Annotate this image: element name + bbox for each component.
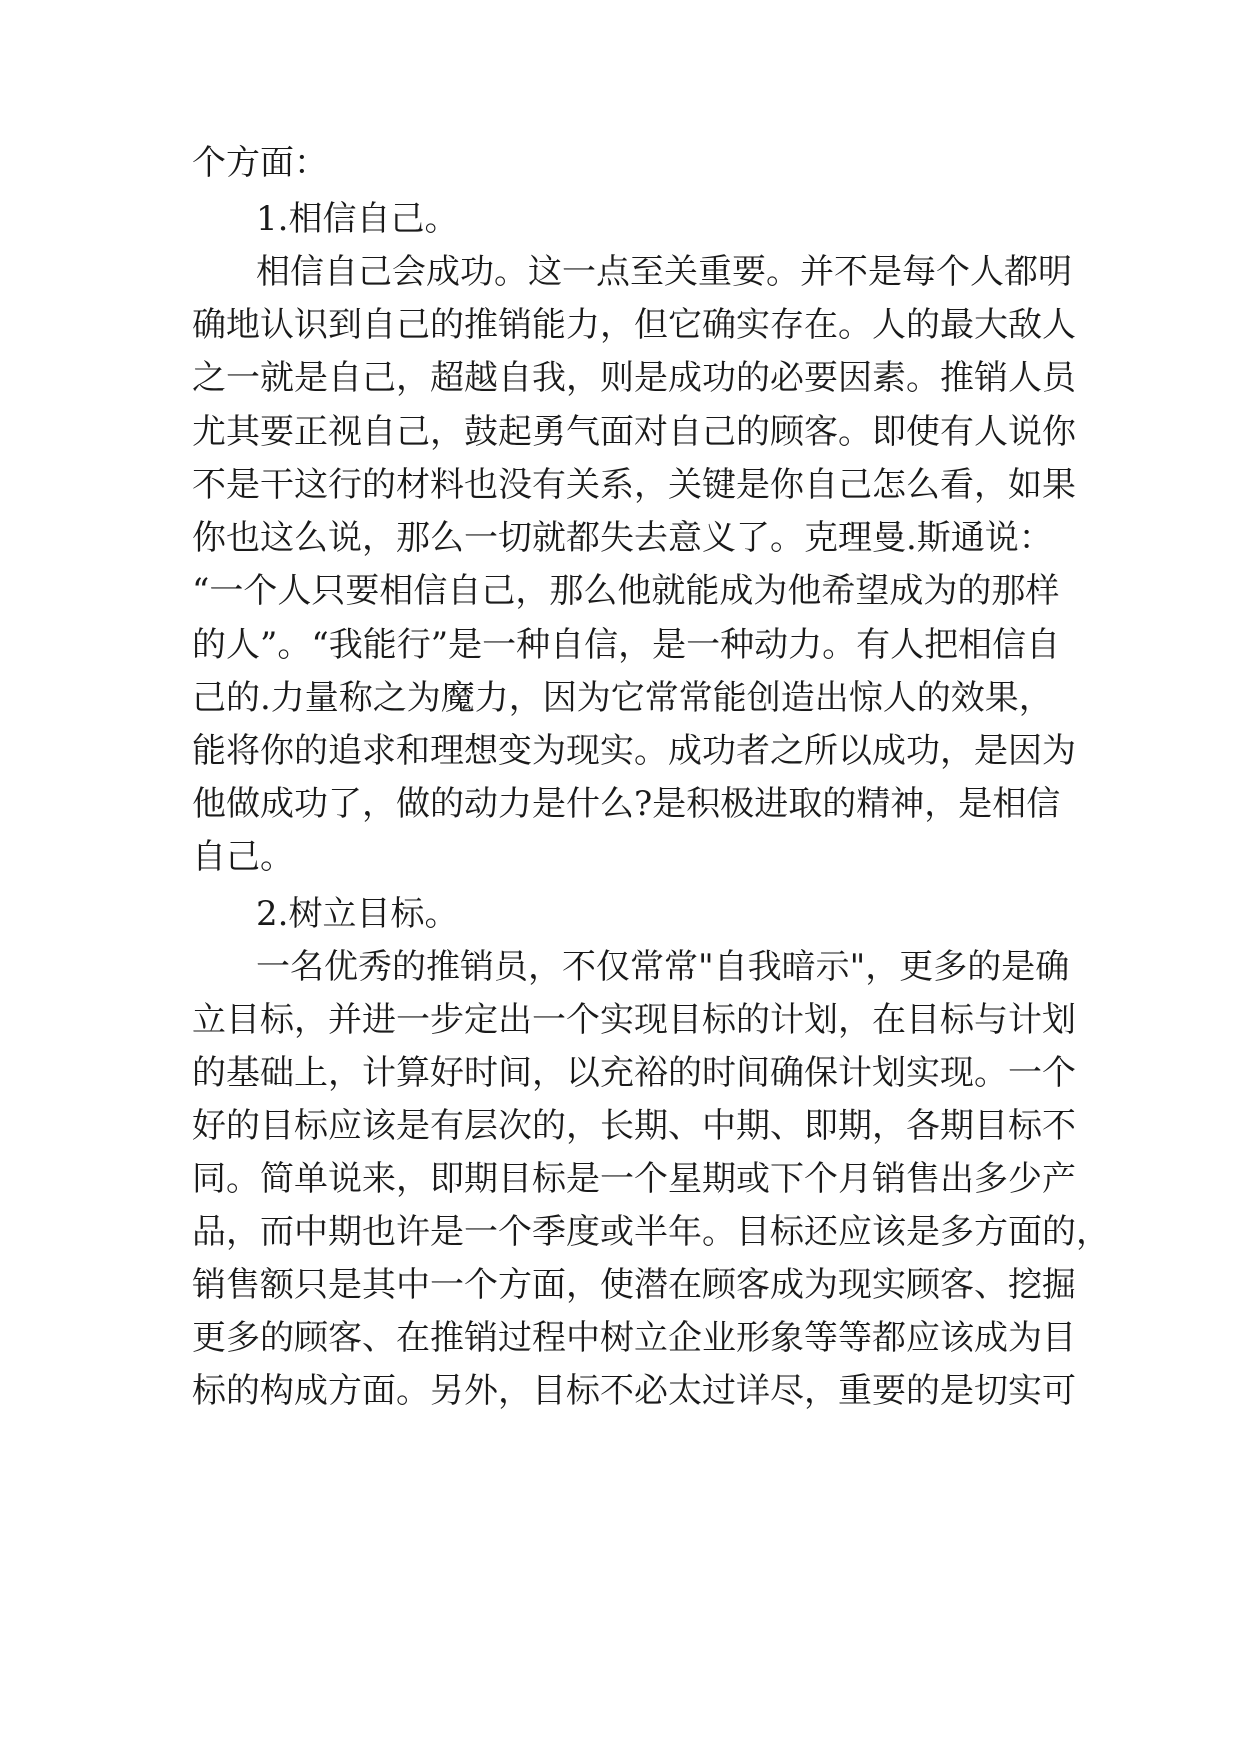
section-heading: 1.相信自己。 [256, 199, 459, 239]
paragraph-line: 好的目标应该是有层次的，长期、中期、即期，各期目标不 [192, 1106, 1076, 1146]
paragraph-line: 确地认识到自己的推销能力，但它确实存在。人的最大敌人 [192, 305, 1076, 345]
paragraph-line: 更多的顾客、在推销过程中树立企业形象等等都应该成为目 [192, 1318, 1076, 1358]
section-heading: 2.树立目标。 [256, 894, 459, 934]
paragraph-line: 标的构成方面。另外，目标不必太过详尽，重要的是切实可 [192, 1371, 1076, 1411]
paragraph-line: 能将你的追求和理想变为现实。成功者之所以成功，是因为 [192, 731, 1076, 771]
paragraph-line: 品，而中期也许是一个季度或半年。目标还应该是多方面的， [192, 1212, 1110, 1252]
paragraph-line: 不是干这行的材料也没有关系，关键是你自己怎么看，如果 [192, 465, 1076, 505]
paragraph-line: 的基础上，计算好时间，以充裕的时间确保计划实现。一个 [192, 1053, 1076, 1093]
paragraph-line: 自己。 [192, 837, 294, 877]
paragraph-line: 尤其要正视自己，鼓起勇气面对自己的顾客。即使有人说你 [192, 412, 1076, 452]
text-line: 个方面： [192, 143, 328, 183]
paragraph-line: “一个人只要相信自己，那么他就能成为他希望成为的那样 [192, 571, 1060, 611]
paragraph-line: 他做成功了，做的动力是什么?是积极进取的精神，是相信 [192, 784, 1061, 824]
paragraph-line: 同。简单说来，即期目标是一个星期或下个月销售出多少产 [192, 1159, 1076, 1199]
paragraph-line: 己的.力量称之为魔力，因为它常常能创造出惊人的效果， [192, 678, 1053, 718]
paragraph-line: 的人”。“我能行”是一种自信，是一种动力。有人把相信自 [192, 625, 1061, 665]
paragraph-line: 立目标，并进一步定出一个实现目标的计划，在目标与计划 [192, 1000, 1076, 1040]
paragraph-line: 你也这么说，那么一切就都失去意义了。克理曼.斯通说： [192, 518, 1053, 558]
paragraph-line: 销售额只是其中一个方面，使潜在顾客成为现实顾客、挖掘 [192, 1265, 1076, 1305]
paragraph-line: 之一就是自己，超越自我，则是成功的必要因素。推销人员 [192, 358, 1076, 398]
paragraph-line: 一名优秀的推销员，不仅常常"自我暗示"，更多的是确 [256, 947, 1070, 987]
paragraph-line: 相信自己会成功。这一点至关重要。并不是每个人都明 [256, 252, 1072, 292]
